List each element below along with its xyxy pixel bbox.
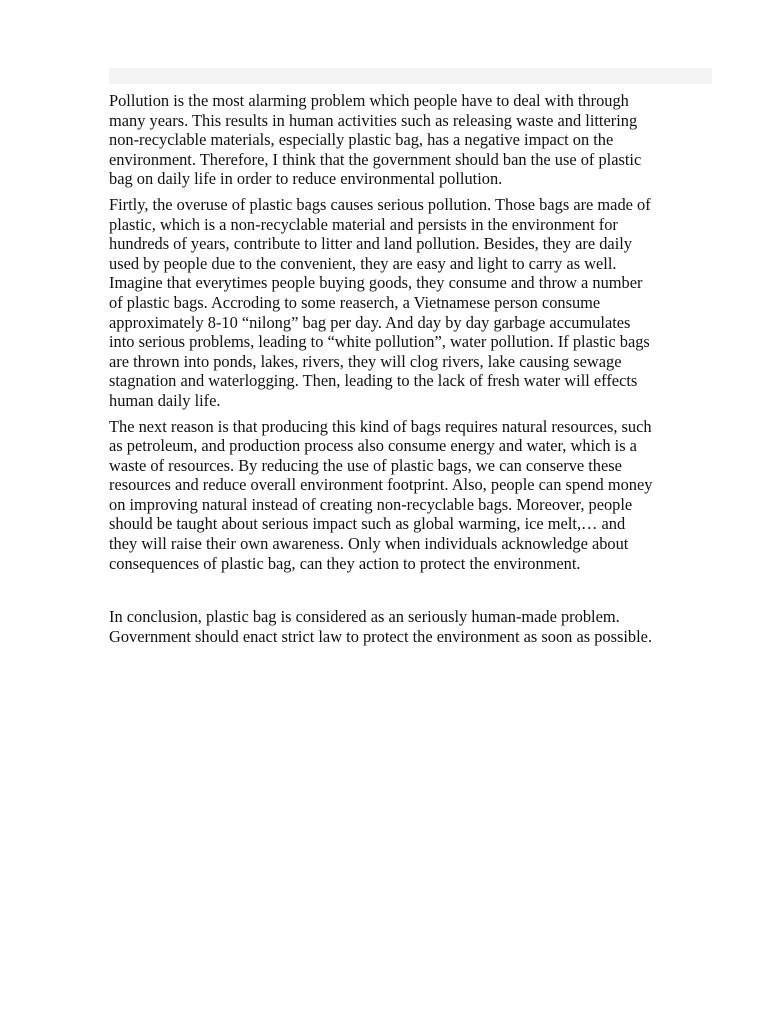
paragraph-introduction: Pollution is the most alarming problem which people have to deal with through many years. This results in human activities such as releasing waste and littering non-recyclable materials, especially plastic bag, has a negative impact on the environment. Therefore, I think that the government should ban the use of plastic bag on daily life in order to reduce environmental pollution. [109,91,642,189]
header-bar [109,68,712,84]
paragraph-second-reason: The next reason is that producing this kind of bags requires natural resources, such as petroleum, and production process also consume energy and water, which is a waste of resources. By reducing the use of plastic bags, we can conserve these resources and reduce overall environment footprint. Also, people can spend money on improving natural instead of creating non-recyclable bags. Moreover, people should be taught about serious impact such as global warming, ice melt,… and they will raise their own awareness. Only when individuals acknowledge about consequences of plastic bag, can they action to protect the environment. [109,416,653,573]
paragraph-first-reason: Firtly, the overuse of plastic bags causes serious pollution. Those bags are made of plastic, which is a non-recyclable material and persists in the environment for hundreds of years, contribute to litter and land pollution. Besides, they are daily used by people due to the convenient, they are easy and light to carry as well. Imagine that everytimes people buying goods, they consume and throw a number of plastic bags. Accroding to some reaserch, a Vietnamese person consume approximately 8-10 “nilong” bag per day. And day by day garbage accumulates into serious problems, leading to “white pollution”, water pollution. If plastic bags are thrown into ponds, lakes, rivers, they will clog rivers, lake causing sewage stagnation and waterlogging. Then, leading to the lack of fresh water will effects human daily life. [109,194,651,410]
paragraph-conclusion: In conclusion, plastic bag is considered as an seriously human-made problem. Government should enact strict law to protect the environment as soon as possible. [109,607,653,646]
document-body [109,91,715,652]
